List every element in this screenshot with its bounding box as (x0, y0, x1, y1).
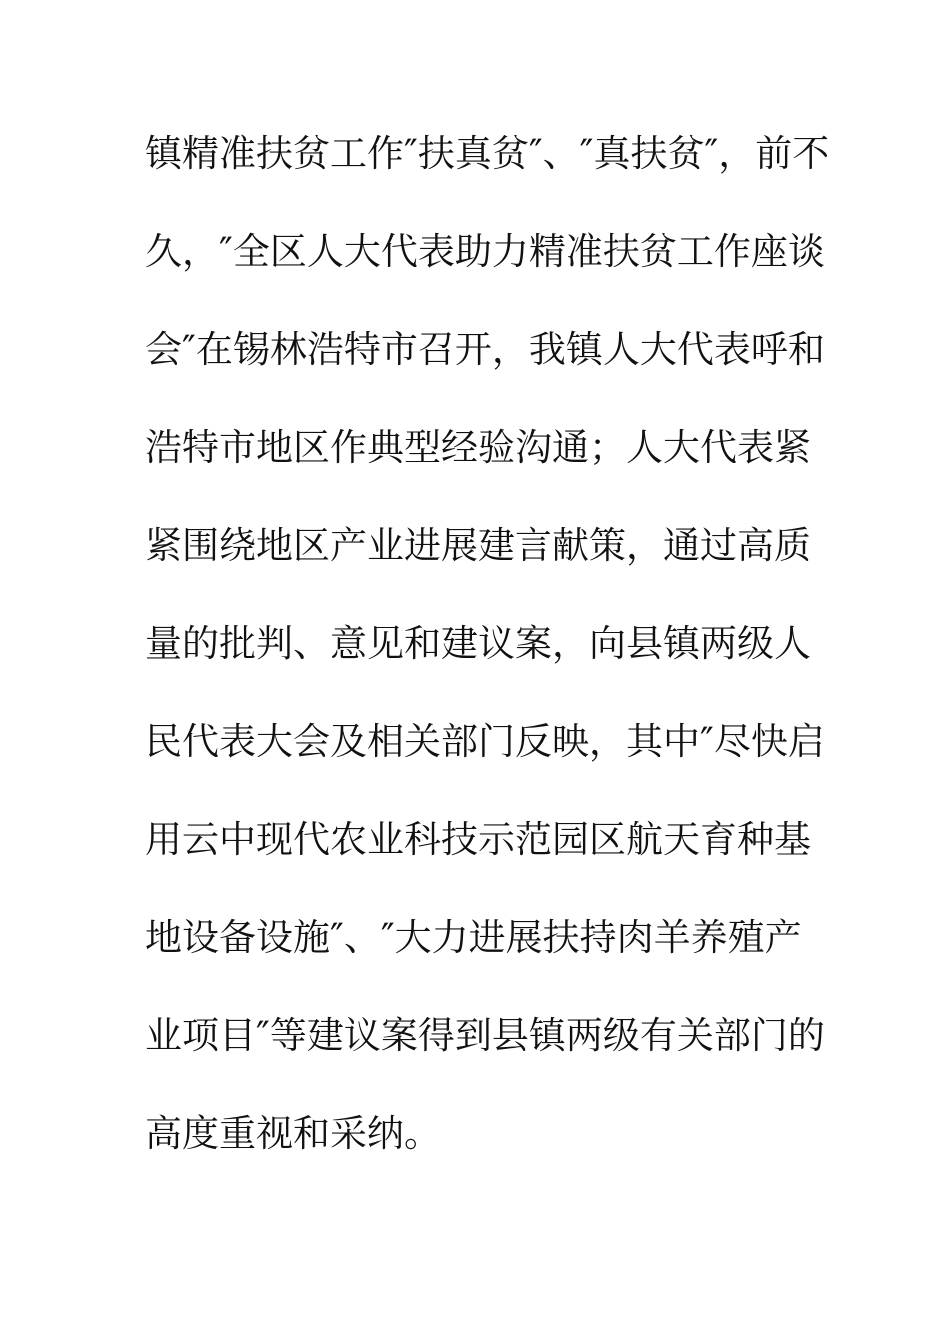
paragraph-line: 浩特市地区作典型经验沟通；人大代表紧 (145, 426, 811, 469)
paragraph-line: 会″在锡林浩特市召开，我镇人大代表呼和 (145, 328, 825, 371)
paragraph-line: 业项目″等建议案得到县镇两级有关部门的 (145, 1014, 825, 1057)
paragraph-line: 地设备设施″、″大力进展扶持肉羊养殖产 (145, 916, 802, 959)
paragraph-line: 久，″全区人大代表助力精准扶贫工作座谈 (145, 230, 825, 273)
paragraph-line: 用云中现代农业科技示范园区航天育种基 (145, 818, 811, 861)
paragraph-line: 镇精准扶贫工作″扶真贫″、″真扶贫″，前不 (145, 132, 830, 175)
body-paragraph (145, 124, 830, 1202)
paragraph-line: 高度重视和采纳。 (145, 1112, 441, 1155)
paragraph-line: 量的批判、意见和建议案，向县镇两级人 (145, 622, 811, 665)
paragraph-line: 民代表大会及相关部门反映，其中″尽快启 (145, 720, 825, 763)
paragraph-line: 紧围绕地区产业进展建言献策，通过高质 (145, 524, 811, 567)
